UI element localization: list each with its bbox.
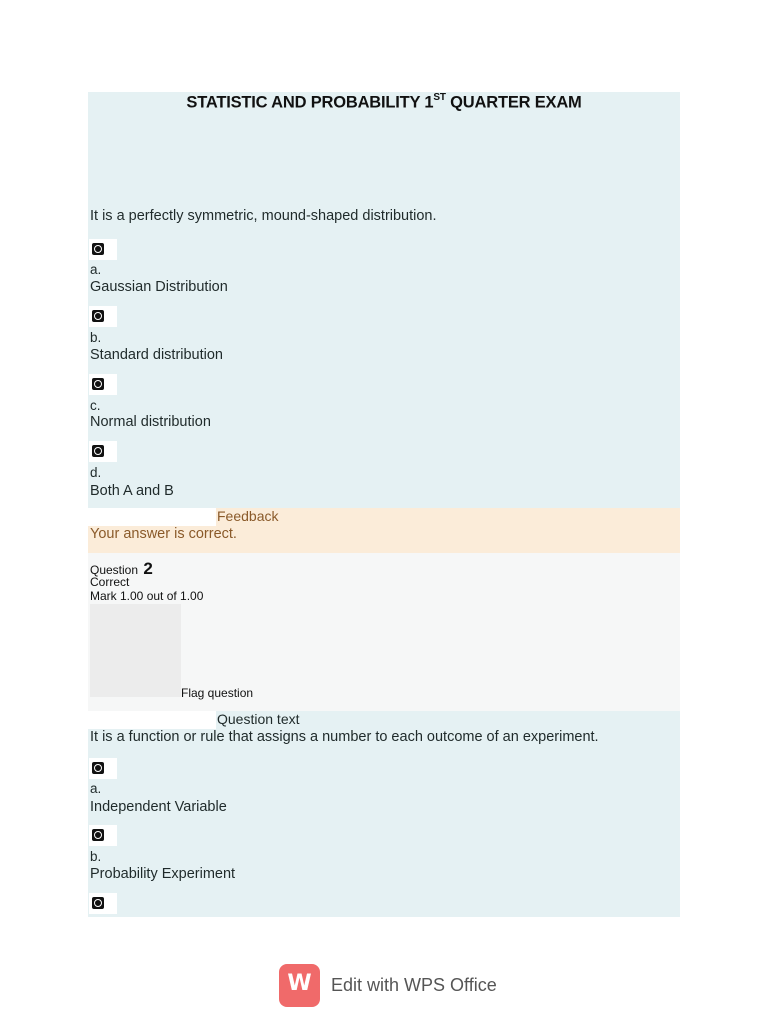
option-d-radio[interactable] [89, 441, 117, 462]
title-sup: ST [433, 92, 446, 103]
q2-option-a-letter: a. [90, 781, 102, 796]
feedback-panel [88, 508, 680, 553]
option-c-label: Normal distribution [90, 414, 211, 430]
q2-option-b-letter: b. [90, 849, 102, 864]
wps-edit-text: Edit with WPS Office [331, 975, 497, 995]
option-c-letter: c. [90, 398, 101, 413]
q2-option-b-label: Probability Experiment [90, 866, 236, 882]
q2-option-a-radio[interactable] [89, 758, 117, 779]
option-a-label: Gaussian Distribution [90, 279, 228, 295]
radio-icon [92, 762, 104, 774]
option-a-letter: a. [90, 262, 102, 277]
wps-logo-icon [279, 964, 320, 1007]
option-b-radio[interactable] [89, 306, 117, 327]
option-b-label: Standard distribution [90, 347, 223, 363]
q2-option-c-radio[interactable] [89, 893, 117, 914]
question-2-text: It is a function or rule that assigns a number to each outcome of an experiment. [90, 729, 599, 745]
question-label: Question [90, 563, 139, 577]
option-b-letter: b. [90, 330, 102, 345]
question-text-strip [88, 711, 216, 729]
radio-icon [92, 897, 104, 909]
question-state: Correct [90, 575, 130, 589]
flag-question-link[interactable]: Flag question [181, 686, 254, 700]
radio-icon [92, 378, 104, 390]
radio-icon [92, 829, 104, 841]
feedback-text: Your answer is correct. [90, 526, 237, 542]
wps-logo-glyph: W [287, 971, 312, 996]
feedback-heading-strip [88, 508, 216, 526]
q2-option-a-label: Independent Variable [90, 799, 227, 815]
question-text-heading-row [88, 711, 680, 729]
option-c-radio[interactable] [89, 374, 117, 395]
option-a-radio[interactable] [89, 239, 117, 260]
option-d-letter: d. [90, 465, 102, 480]
radio-icon [92, 243, 104, 255]
q2-option-b-radio[interactable] [89, 825, 117, 846]
question-2-info [88, 553, 680, 711]
flag-icon[interactable] [90, 604, 181, 697]
question-1-block [88, 92, 680, 508]
feedback-heading: Feedback [217, 508, 279, 524]
page-title [88, 93, 680, 113]
radio-icon [92, 445, 104, 457]
question-text-heading: Question text [217, 711, 300, 727]
question-1-text: It is a perfectly symmetric, mound-shaped distribution. [90, 208, 437, 224]
question-mark: Mark 1.00 out of 1.00 [90, 589, 204, 603]
radio-icon [92, 310, 104, 322]
question-number: 2 [143, 559, 153, 578]
title-main: STATISTIC AND PROBABILITY 1 [186, 93, 434, 112]
option-d-label: Both A and B [90, 483, 174, 499]
wps-watermark[interactable] [279, 964, 519, 1008]
title-rest: QUARTER EXAM [445, 93, 582, 112]
